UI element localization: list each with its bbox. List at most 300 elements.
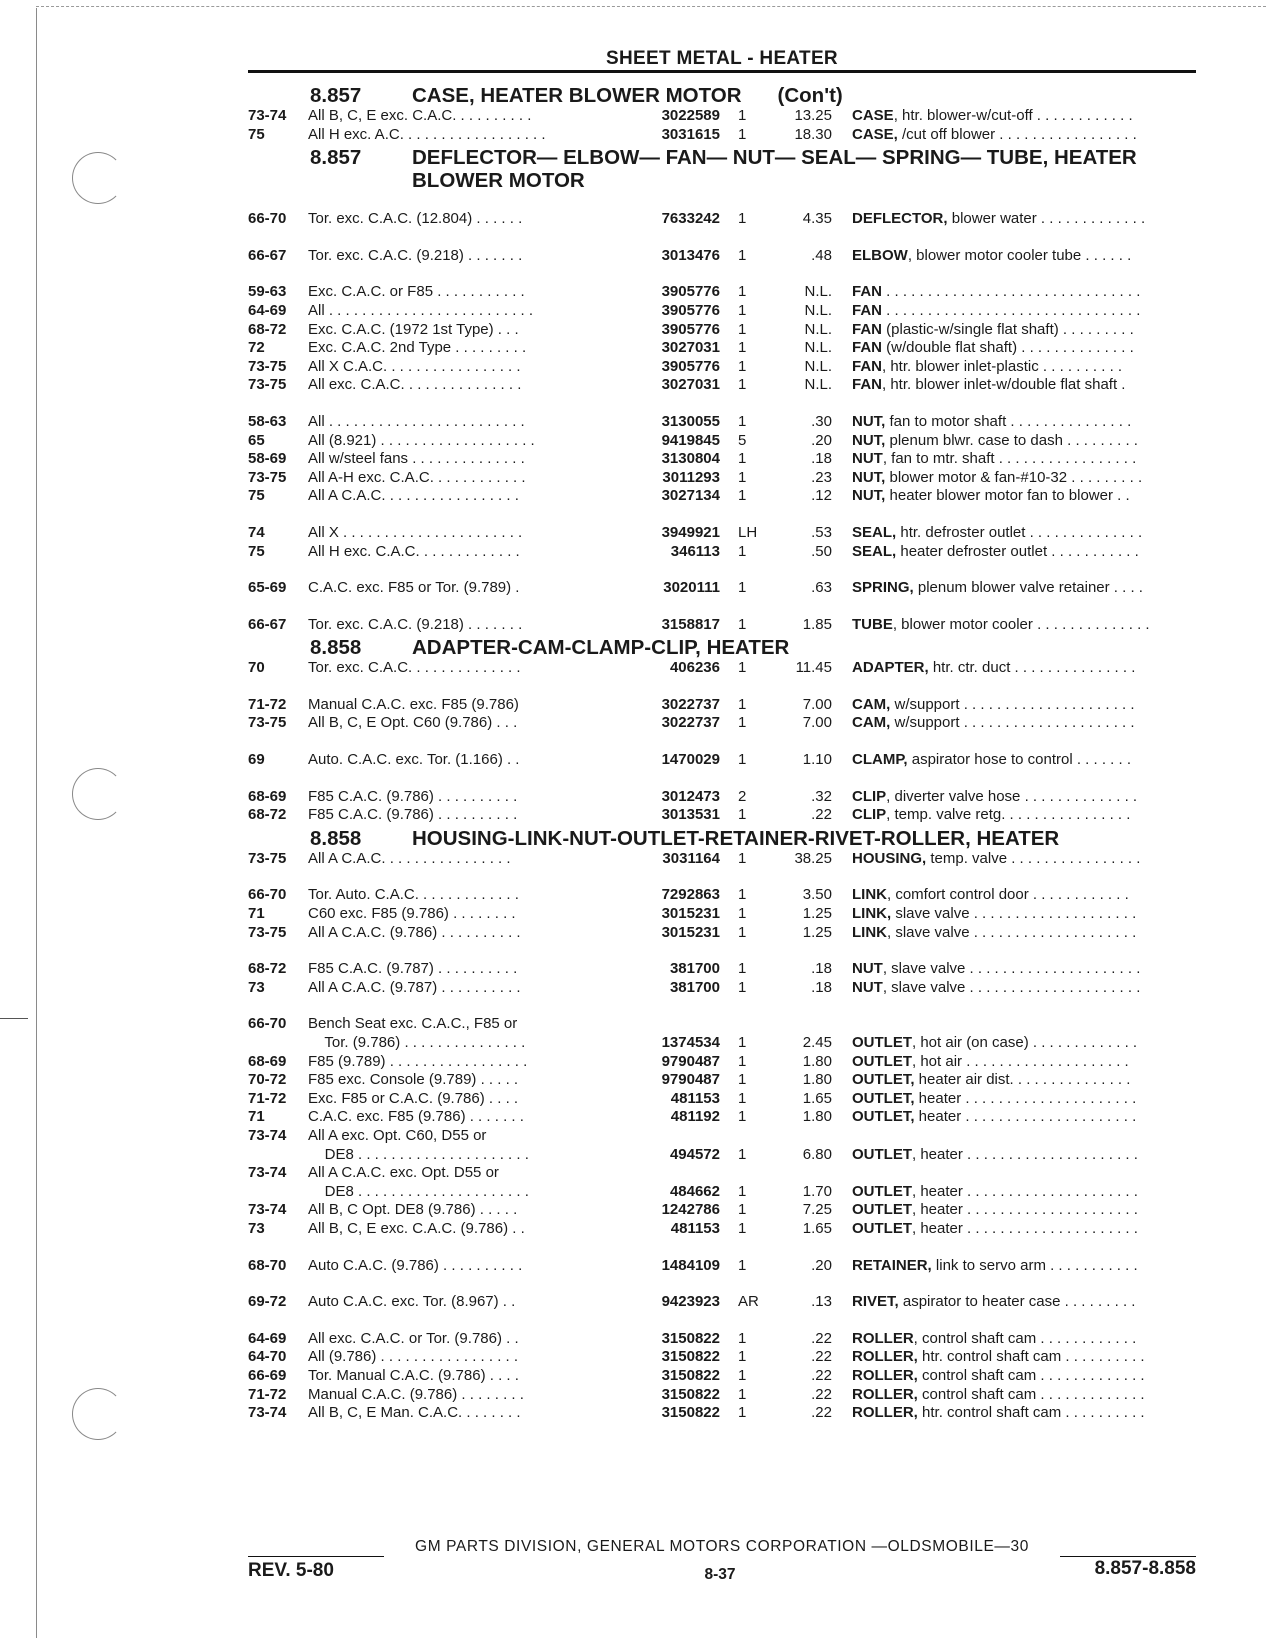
part-detail: control shaft cam . . . . . . . . . . . . . — [917, 1385, 1145, 1403]
application: All A C.A.C. exc. Opt. D55 or — [308, 1164, 499, 1182]
description — [832, 283, 1196, 302]
model-years: 69-72 — [248, 1293, 287, 1311]
quantity: 1 — [738, 1329, 747, 1347]
part-number: 3012473 — [661, 787, 720, 805]
quantity: 1 — [738, 487, 747, 505]
part-number: 1242786 — [661, 1201, 720, 1219]
application: Exc. C.A.C. 2nd Type . . . . . . . . . — [308, 339, 527, 357]
quantity: 1 — [738, 1256, 747, 1274]
application: All . . . . . . . . . . . . . . . . . . . . . . . . . — [308, 301, 534, 319]
part-row — [248, 1330, 1196, 1349]
part-number: 381700 — [669, 978, 720, 996]
part-row — [248, 247, 1196, 266]
description — [832, 659, 1196, 678]
price: 6.80 — [802, 1145, 832, 1163]
description — [832, 696, 1196, 715]
part-name: OUTLET, — [852, 1089, 915, 1107]
quantity: 1 — [738, 301, 747, 319]
price: .20 — [811, 431, 832, 449]
description — [832, 1201, 1196, 1220]
section-number: 8.858 — [310, 826, 362, 850]
part-number: 346113 — [670, 542, 720, 560]
part-detail: , temp. valve retg. . . . . . . . . . . . . . . . — [886, 806, 1131, 824]
application: Tor. Auto. C.A.C. . . . . . . . . . . . . — [308, 886, 519, 904]
model-years: 70 — [248, 659, 265, 677]
part-detail: htr. ctr. duct . . . . . . . . . . . . . . . — [928, 659, 1136, 677]
part-number: 481153 — [670, 1219, 720, 1237]
price: 1.65 — [802, 1219, 832, 1237]
price: N.L. — [804, 357, 832, 375]
part-row — [248, 1146, 1196, 1165]
part-name: CLAMP, — [852, 751, 908, 769]
description — [832, 524, 1196, 543]
part-name: NUT, — [852, 431, 886, 449]
price: .22 — [811, 1348, 832, 1366]
price: 7.00 — [802, 695, 832, 713]
description — [832, 1330, 1196, 1349]
part-number: 484662 — [669, 1182, 720, 1200]
description — [832, 924, 1196, 943]
part-row — [248, 579, 1196, 598]
part-detail: heater . . . . . . . . . . . . . . . . . . . . . — [914, 1108, 1137, 1126]
part-detail: htr. control shaft cam . . . . . . . . . . — [917, 1348, 1145, 1366]
punch-hole-middle — [72, 768, 124, 820]
application: F85 C.A.C. (9.787) . . . . . . . . . . — [308, 960, 518, 978]
part-number: 481192 — [670, 1108, 720, 1126]
part-name: SPRING, — [852, 579, 914, 597]
price: .53 — [811, 523, 832, 541]
description — [832, 302, 1196, 321]
section-number: 8.857 — [310, 84, 362, 107]
section-range: 8.857-8.858 — [1094, 1558, 1196, 1579]
model-years: 73-75 — [248, 468, 287, 486]
application: All X . . . . . . . . . . . . . . . . . . . . . . — [308, 523, 523, 541]
quantity: 1 — [738, 107, 747, 124]
model-years: 74 — [248, 523, 265, 541]
application: Tor. exc. C.A.C. . . . . . . . . . . . . . — [308, 659, 521, 677]
section-heading — [248, 146, 1196, 192]
quantity: 2 — [738, 787, 747, 805]
application: Exc. F85 or C.A.C. (9.786) . . . . — [308, 1089, 519, 1107]
part-detail: , hot air . . . . . . . . . . . . . . . . . . . . — [912, 1052, 1129, 1070]
part-detail: , hot air (on case) . . . . . . . . . . . . . — [912, 1034, 1138, 1051]
application: Tor. (9.786) . . . . . . . . . . . . . . . — [308, 1034, 526, 1051]
price: .22 — [811, 806, 832, 824]
quantity: 1 — [738, 923, 747, 941]
part-number: 7633242 — [661, 210, 720, 228]
quantity: 1 — [738, 978, 747, 996]
part-row — [248, 1034, 1196, 1053]
application: All A C.A.C. (9.786) . . . . . . . . . . — [308, 923, 521, 941]
application: All exc. C.A.C. . . . . . . . . . . . . . . — [308, 376, 522, 394]
price: 7.25 — [802, 1201, 832, 1219]
part-number: 3022737 — [661, 695, 720, 713]
description — [832, 376, 1196, 395]
part-row — [248, 413, 1196, 432]
application: All B, C, E Man. C.A.C. . . . . . . . — [308, 1404, 521, 1422]
description — [832, 107, 1196, 126]
part-number: 481153 — [670, 1089, 720, 1107]
quantity: 1 — [738, 210, 747, 228]
description — [832, 1220, 1196, 1239]
description — [832, 126, 1196, 145]
model-years: 75 — [248, 125, 265, 143]
part-row — [248, 543, 1196, 562]
part-number: 3949921 — [661, 523, 720, 541]
part-number: 3905776 — [661, 357, 720, 375]
description — [832, 432, 1196, 451]
application: All . . . . . . . . . . . . . . . . . . . . . . . . — [308, 412, 525, 430]
part-number: 3905776 — [661, 301, 720, 319]
part-row — [248, 1348, 1196, 1367]
quantity: 1 — [738, 886, 747, 904]
part-number: 406236 — [669, 659, 720, 677]
part-detail: , heater . . . . . . . . . . . . . . . . . . . . . — [912, 1145, 1138, 1163]
part-number: 1484109 — [661, 1256, 720, 1274]
application: C60 exc. F85 (9.786) . . . . . . . . — [308, 905, 516, 923]
model-years: 66-69 — [248, 1366, 287, 1384]
price: 1.65 — [802, 1089, 832, 1107]
price: 1.80 — [802, 1071, 832, 1089]
application: All B, C Opt. DE8 (9.786) . . . . . — [308, 1201, 518, 1219]
part-detail: (w/double flat shaft) . . . . . . . . . . . . . . — [882, 339, 1134, 357]
quantity: 1 — [738, 468, 747, 486]
description — [832, 806, 1196, 825]
model-years: 73-74 — [248, 1164, 287, 1182]
description — [832, 850, 1196, 869]
part-row — [248, 126, 1196, 145]
description — [832, 1367, 1196, 1386]
part-row — [248, 302, 1196, 321]
part-detail: , heater . . . . . . . . . . . . . . . . . . . . . — [912, 1182, 1138, 1200]
part-detail: fan to motor shaft . . . . . . . . . . . . . . . — [885, 412, 1132, 430]
part-name: NUT, — [852, 412, 886, 430]
part-detail: heater . . . . . . . . . . . . . . . . . . . . . — [914, 1089, 1137, 1107]
section-heading — [248, 827, 1196, 850]
part-detail: , diverter valve hose . . . . . . . . . . . . . . — [886, 787, 1138, 805]
part-detail: control shaft cam . . . . . . . . . . . . . — [917, 1366, 1145, 1384]
part-name: ROLLER — [852, 1329, 914, 1347]
application: Tor. exc. C.A.C. (12.804) . . . . . . — [308, 210, 523, 228]
part-name: LINK — [852, 923, 887, 941]
part-number: 381700 — [669, 960, 720, 978]
part-name: CLIP — [852, 806, 887, 824]
part-detail: htr. defroster outlet . . . . . . . . . . . . . . — [896, 523, 1143, 541]
part-number: 1470029 — [661, 751, 720, 769]
price: 3.50 — [802, 886, 832, 904]
application: All H exc. A.C. . . . . . . . . . . . . . . . . . — [308, 125, 546, 143]
part-detail: heater blower motor fan to blower . . — [885, 487, 1130, 505]
part-name: OUTLET — [852, 1034, 912, 1051]
quantity: 1 — [738, 806, 747, 824]
description — [832, 1146, 1196, 1165]
part-name: CASE, — [852, 125, 898, 143]
quantity: 1 — [738, 320, 747, 338]
model-years: 75 — [248, 542, 265, 560]
description — [832, 1183, 1196, 1202]
model-years: 66-70 — [248, 210, 287, 228]
scan-border-left — [36, 8, 37, 1638]
model-years: 64-69 — [248, 301, 287, 319]
part-name: CAM, — [852, 695, 891, 713]
application: Auto C.A.C. (9.786) . . . . . . . . . . — [308, 1256, 523, 1274]
price: 11.45 — [795, 659, 832, 677]
price: .20 — [811, 1256, 832, 1274]
quantity: 1 — [738, 1201, 747, 1219]
part-number: 3158817 — [661, 615, 720, 633]
model-years: 71 — [248, 1108, 265, 1126]
application: Auto C.A.C. exc. Tor. (8.967) . . — [308, 1293, 516, 1311]
application: All A C.A.C. . . . . . . . . . . . . . . . . — [308, 487, 519, 505]
part-name: OUTLET, — [852, 1071, 915, 1089]
quantity: LH — [738, 523, 758, 541]
price: 1.85 — [802, 615, 832, 633]
part-row — [248, 788, 1196, 807]
part-detail: , control shaft cam . . . . . . . . . . . . — [913, 1329, 1137, 1347]
part-number: 3130804 — [661, 450, 720, 468]
part-row — [248, 1404, 1196, 1423]
part-number: 3015231 — [661, 923, 720, 941]
model-years: 71-72 — [248, 1089, 287, 1107]
price: 18.30 — [794, 125, 832, 143]
price: .23 — [811, 468, 832, 486]
part-name: NUT, — [852, 487, 886, 505]
application: All B, C, E exc. C.A.C. (9.786) . . — [308, 1219, 525, 1237]
part-number: 3020111 — [663, 579, 720, 597]
part-detail: , slave valve . . . . . . . . . . . . . . . . . . . . . — [882, 960, 1141, 978]
price: .13 — [811, 1293, 832, 1311]
part-detail: heater defroster outlet . . . . . . . . . . . — [896, 542, 1139, 560]
part-detail: , heater . . . . . . . . . . . . . . . . . . . . . — [912, 1201, 1138, 1219]
part-name: NUT — [852, 978, 883, 996]
part-row — [248, 714, 1196, 733]
model-years: 66-67 — [248, 246, 287, 264]
part-name: CAM, — [852, 714, 891, 732]
quantity: 1 — [738, 1052, 747, 1070]
part-detail: . . . . . . . . . . . . . . . . . . . . . . . . . . . . . . . — [882, 301, 1141, 319]
part-name: OUTLET — [852, 1219, 912, 1237]
part-name: RIVET, — [852, 1293, 899, 1311]
part-number: 3015231 — [661, 905, 720, 923]
description — [832, 450, 1196, 469]
part-number: 3022737 — [661, 714, 720, 732]
part-number: 9790487 — [661, 1052, 720, 1070]
part-number: 3905776 — [661, 283, 720, 301]
price: 1.70 — [802, 1182, 832, 1200]
model-years: 73 — [248, 1219, 265, 1237]
price: 1.25 — [802, 923, 832, 941]
part-row — [248, 1164, 1196, 1183]
application: Exc. C.A.C. (1972 1st Type) . . . — [308, 320, 519, 338]
part-row — [248, 616, 1196, 635]
description — [832, 1090, 1196, 1109]
application: Bench Seat exc. C.A.C., F85 or — [308, 1015, 518, 1033]
quantity: 1 — [738, 1404, 747, 1422]
part-row — [248, 376, 1196, 395]
part-row — [248, 283, 1196, 302]
part-detail: plenum blwr. case to dash . . . . . . . . . — [885, 431, 1138, 449]
part-name: FAN — [852, 283, 882, 301]
part-name: ROLLER, — [852, 1366, 918, 1384]
application: Auto. C.A.C. exc. Tor. (1.166) . . — [308, 751, 520, 769]
part-detail: , slave valve . . . . . . . . . . . . . . . . . . . . . — [882, 978, 1141, 996]
description — [832, 1034, 1196, 1053]
quantity: 1 — [738, 751, 747, 769]
quantity: 1 — [738, 1348, 747, 1366]
price: 4.35 — [802, 210, 832, 228]
part-number: 3150822 — [661, 1329, 720, 1347]
quantity: 1 — [738, 659, 747, 677]
part-number: 3027134 — [661, 487, 720, 505]
part-name: ADAPTER, — [852, 659, 929, 677]
quantity: 1 — [738, 1182, 747, 1200]
header-rule — [248, 70, 1196, 73]
part-row — [248, 979, 1196, 998]
part-row — [248, 107, 1196, 126]
application: C.A.C. exc. F85 (9.786) . . . . . . . — [308, 1108, 524, 1126]
section-heading — [248, 636, 1196, 659]
description — [832, 1257, 1196, 1276]
description — [832, 1071, 1196, 1090]
application: All X C.A.C. . . . . . . . . . . . . . . . . — [308, 357, 521, 375]
model-years: 71-72 — [248, 1385, 287, 1403]
part-detail: link to servo arm . . . . . . . . . . . — [931, 1256, 1138, 1274]
continued-label: (Con't) — [777, 84, 843, 107]
part-name: NUT — [852, 960, 883, 978]
part-detail: htr. control shaft cam . . . . . . . . . . — [917, 1404, 1145, 1422]
price: 13.25 — [794, 107, 832, 124]
part-number: 1374534 — [661, 1034, 720, 1051]
part-number: 3130055 — [661, 412, 720, 430]
model-years: 66-70 — [248, 1015, 287, 1033]
part-name: OUTLET — [852, 1201, 912, 1219]
section-name: CASE, HEATER BLOWER MOTOR — [412, 84, 742, 107]
part-detail: blower motor & fan-#10-32 . . . . . . . . . — [885, 468, 1143, 486]
model-years: 73-74 — [248, 1404, 287, 1422]
part-row — [248, 924, 1196, 943]
part-name: OUTLET — [852, 1182, 912, 1200]
part-name: OUTLET — [852, 1052, 912, 1070]
price: .18 — [811, 978, 832, 996]
part-row — [248, 751, 1196, 770]
application: All (9.786) . . . . . . . . . . . . . . . . . — [308, 1348, 519, 1366]
description — [832, 616, 1196, 635]
part-row — [248, 886, 1196, 905]
quantity: 5 — [738, 431, 747, 449]
price: 7.00 — [802, 714, 832, 732]
quantity: 1 — [738, 1089, 747, 1107]
footer-rule-right — [1060, 1556, 1196, 1557]
quantity: 1 — [738, 542, 747, 560]
description — [832, 210, 1196, 229]
part-detail: , blower motor cooler . . . . . . . . . . . . . . — [892, 615, 1150, 633]
price: N.L. — [804, 283, 832, 301]
part-number: 3031164 — [662, 849, 720, 867]
description — [832, 905, 1196, 924]
punch-hole-top — [72, 152, 124, 204]
description — [832, 886, 1196, 905]
section-number: 8.858 — [310, 636, 362, 660]
part-detail: , slave valve . . . . . . . . . . . . . . . . . . . . — [887, 923, 1137, 941]
part-number: 494572 — [669, 1145, 720, 1163]
application: All A exc. Opt. C60, D55 or — [308, 1126, 487, 1144]
price: .50 — [811, 542, 832, 560]
part-row — [248, 1015, 1196, 1034]
quantity: 1 — [738, 960, 747, 978]
part-detail: , blower motor cooler tube . . . . . . — [907, 246, 1132, 264]
application: All A-H exc. C.A.C. . . . . . . . . . . . — [308, 468, 526, 486]
application: All B, C, E Opt. C60 (9.786) . . . — [308, 714, 518, 732]
part-name: SEAL, — [852, 523, 897, 541]
part-detail: , fan to mtr. shaft . . . . . . . . . . . . . . . . . — [882, 450, 1137, 468]
part-detail: , heater . . . . . . . . . . . . . . . . . . . . . — [912, 1219, 1138, 1237]
revision-label: REV. 5-80 — [248, 1560, 334, 1581]
page-number: 8-37 — [704, 1566, 736, 1583]
model-years: 70-72 — [248, 1071, 287, 1089]
price: N.L. — [804, 376, 832, 394]
price: 2.45 — [802, 1034, 832, 1051]
part-detail: aspirator to heater case . . . . . . . . . — [898, 1293, 1136, 1311]
price: .22 — [811, 1385, 832, 1403]
price: .22 — [811, 1329, 832, 1347]
part-number: 7292863 — [661, 886, 720, 904]
model-years: 73-75 — [248, 714, 287, 732]
quantity: 1 — [738, 695, 747, 713]
part-row — [248, 1183, 1196, 1202]
quantity: 1 — [738, 1108, 747, 1126]
part-row — [248, 524, 1196, 543]
model-years: 59-63 — [248, 283, 287, 301]
part-number: 9419845 — [661, 431, 720, 449]
part-number: 3150822 — [661, 1348, 720, 1366]
application: Manual C.A.C. (9.786) . . . . . . . . — [308, 1385, 524, 1403]
application: Tor. exc. C.A.C. (9.218) . . . . . . . — [308, 615, 523, 633]
quantity: 1 — [738, 1385, 747, 1403]
price: 38.25 — [794, 849, 832, 867]
application: All A C.A.C. (9.787) . . . . . . . . . . — [308, 978, 521, 996]
quantity: 1 — [738, 450, 747, 468]
price: 1.80 — [802, 1108, 832, 1126]
part-row — [248, 905, 1196, 924]
application: Tor. exc. C.A.C. (9.218) . . . . . . . — [308, 246, 523, 264]
part-row — [248, 659, 1196, 678]
description — [832, 469, 1196, 488]
parts-listing — [248, 82, 1196, 1423]
quantity: 1 — [738, 283, 747, 301]
footer-corporation: GM PARTS DIVISION, GENERAL MOTORS CORPORATION —OLDSMOBILE—30 — [415, 1538, 1029, 1555]
quantity: 1 — [738, 849, 747, 867]
description — [832, 247, 1196, 266]
model-years: 58-69 — [248, 450, 287, 468]
model-years: 68-72 — [248, 960, 287, 978]
part-row — [248, 358, 1196, 377]
part-row — [248, 1053, 1196, 1072]
quantity: 1 — [738, 376, 747, 394]
part-number: 3013531 — [661, 806, 720, 824]
description — [832, 1348, 1196, 1367]
description — [832, 358, 1196, 377]
description — [832, 979, 1196, 998]
part-name: NUT — [852, 450, 883, 468]
part-number: 3031615 — [661, 125, 720, 143]
model-years: 64-69 — [248, 1329, 287, 1347]
application: DE8 . . . . . . . . . . . . . . . . . . . . . — [308, 1182, 529, 1200]
part-number: 3022589 — [661, 107, 720, 124]
part-detail: heater air dist. . . . . . . . . . . . . . . — [914, 1071, 1131, 1089]
part-name: FAN — [852, 357, 882, 375]
model-years: 71-72 — [248, 695, 287, 713]
quantity: 1 — [738, 1071, 747, 1089]
